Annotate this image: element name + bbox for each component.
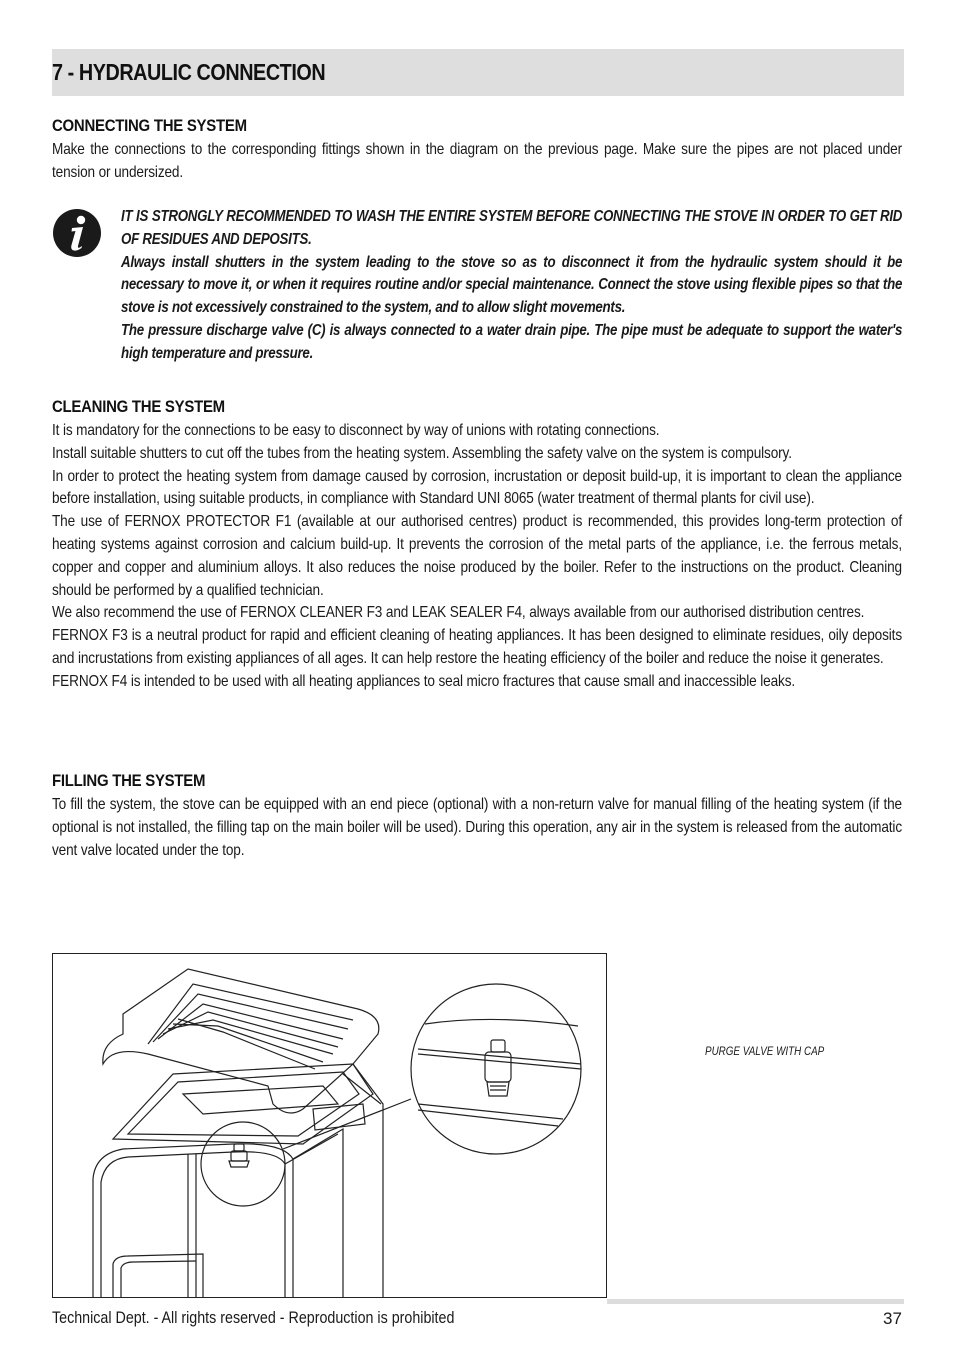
filling-heading: FILLING THE SYSTEM xyxy=(52,771,206,790)
cleaning-paragraph: It is mandatory for the connections to be easy to disconnect by way of unions with rotating connections. xyxy=(52,422,660,439)
note-paragraph: Always install shutters in the system leading to the stove so as to disconnect it from the hydraulic system should it be necessary to move it, or when it requires routine and/or special maintenance. Connect the stove using flexible pipes so that the stove is not excessively constrained to the system, and to allow slight movements. xyxy=(121,253,903,317)
note-paragraph: The pressure discharge valve (C) is always connected to a water drain pipe. The pipe must be adequate to support the water's high temperature and pressure. xyxy=(121,321,903,362)
connecting-text: Make the connections to the corresponding fittings shown in the diagram on the previous page. Make sure the pipes are not placed under tension or undersized. xyxy=(52,141,902,181)
cleaning-paragraph: We also recommend the use of FERNOX CLEANER F3 and LEAK SEALER F4, always available from our authorised distribution centres. xyxy=(52,604,865,622)
important-note xyxy=(121,206,902,366)
stove-diagram xyxy=(52,953,607,1298)
note-text xyxy=(121,206,902,366)
cleaning-paragraph: The use of FERNOX PROTECTOR F1 (available at our authorised centres) product is recommended, this provides long-term protection of heating systems against corrosion and calcium build-up. It prevents the corrosion of the metal parts of the appliance, i.e. the ferrous metals, copper and copper and aluminium alloys. It also reduces the noise produced by the boiler. Refer to the instructions on the product. Cleaning should be performed by a qualified technician. xyxy=(52,513,902,599)
connecting-section xyxy=(52,116,902,185)
stove-drawing xyxy=(53,954,607,1298)
note-paragraph: IT IS STRONGLY RECOMMENDED TO WASH THE ENTIRE SYSTEM BEFORE CONNECTING THE STOVE IN ORDER TO GET RID OF RESIDUES AND DEPOSITS. xyxy=(121,208,903,248)
footer-divider xyxy=(607,1299,904,1304)
cleaning-paragraph: FERNOX F3 is a neutral product for rapid and efficient cleaning of heating appliances. It has been designed to eliminate residues, oily deposits and incrustations from existing appliances of all ages. It can help restore the heating efficiency of the boiler and reduce the noise it generates. xyxy=(52,627,902,667)
cleaning-paragraph: FERNOX F4 is intended to be used with all heating appliances to seal micro fractures that cause small and inaccessible leaks. xyxy=(52,672,796,690)
cleaning-text xyxy=(52,420,902,694)
section-title-bar xyxy=(52,49,904,96)
footer-text: Technical Dept. - All rights reserved - Reproduction is prohibited xyxy=(52,1308,455,1327)
page-title: 7 - HYDRAULIC CONNECTION xyxy=(52,59,326,85)
cleaning-heading: CLEANING THE SYSTEM xyxy=(52,397,225,416)
page-number: 37 xyxy=(883,1309,902,1328)
info-icon xyxy=(52,208,102,258)
connecting-heading: CONNECTING THE SYSTEM xyxy=(52,116,247,135)
cleaning-paragraph: Install suitable shutters to cut off the tubes from the heating system. Assembling the safety valve on the system is compulsory. xyxy=(52,444,792,462)
cleaning-paragraph: In order to protect the heating system from damage caused by corrosion, incrustation or deposit build-up, it is important to clean the appliance before installation, using suitable products, in compliance with Standard UNI 8065 (water treatment of thermal plants for civil use). xyxy=(52,467,902,508)
filling-text: To fill the system, the stove can be equipped with an end piece (optional) with a non-return valve for manual filling of the heating system (if the optional is not installed, the filling tap on the main boiler will be used). During this operation, any air in the system is released from the automatic vent valve located under the top. xyxy=(52,796,902,859)
figure-caption: PURGE VALVE WITH CAP xyxy=(705,1044,825,1058)
filling-section xyxy=(52,771,902,862)
cleaning-section xyxy=(52,397,902,694)
